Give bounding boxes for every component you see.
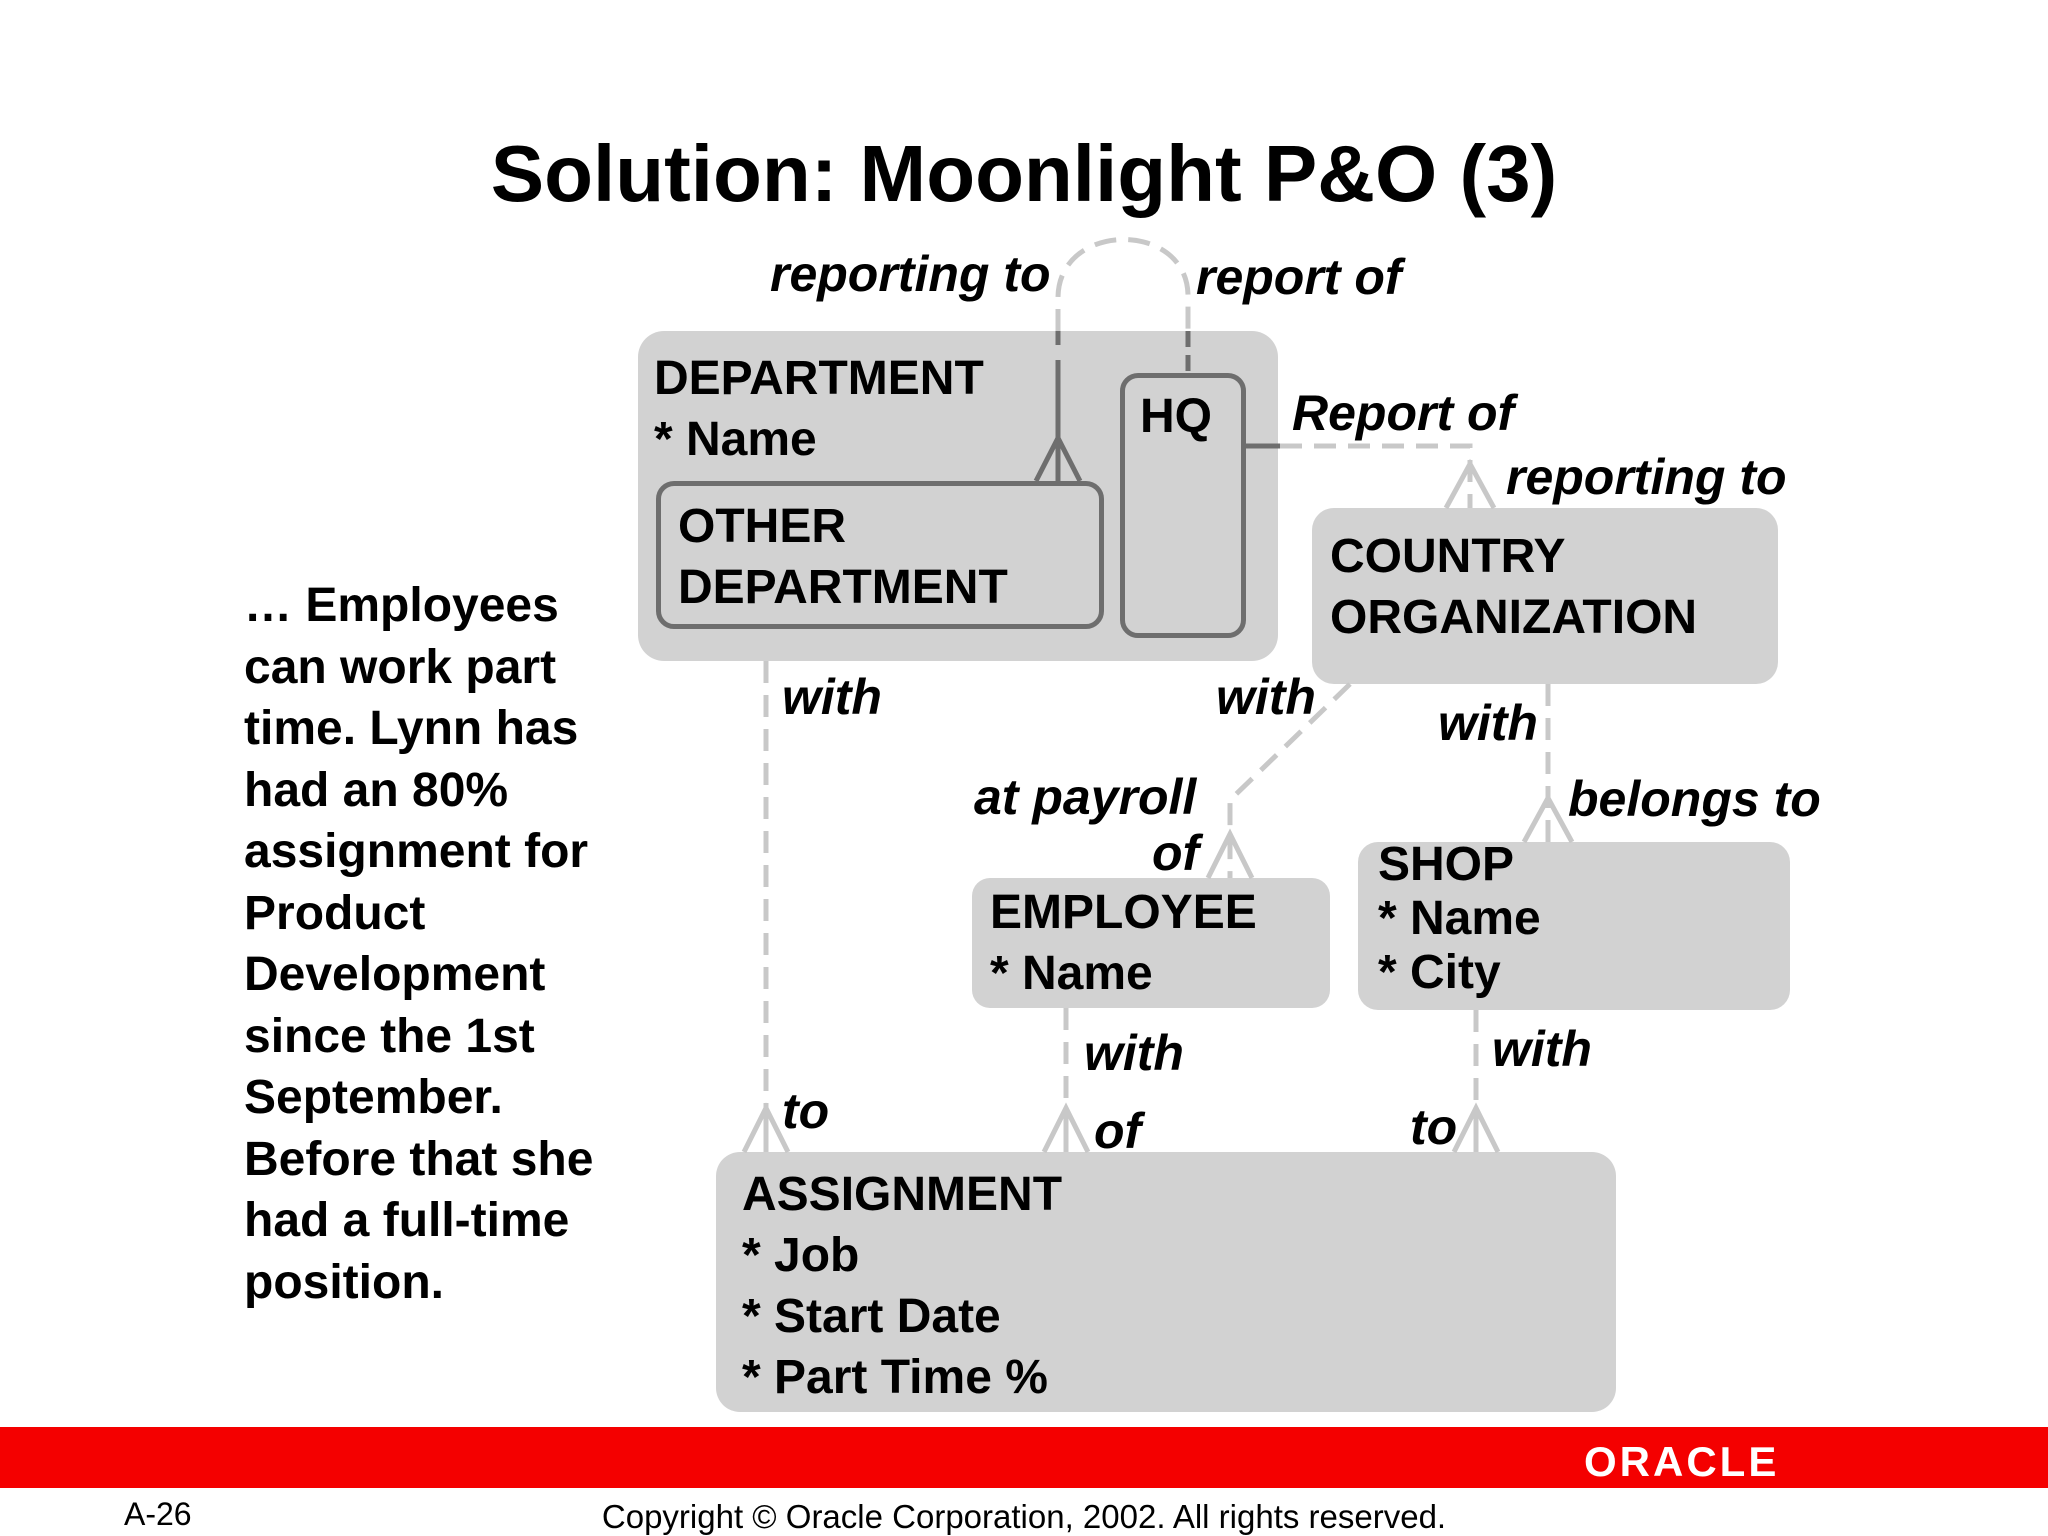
country-organization-line-1: COUNTRY bbox=[1330, 530, 1566, 583]
assignment-attr-part-time: * Part Time % bbox=[742, 1351, 1048, 1404]
dept-recursive-crowfoot bbox=[1036, 438, 1080, 481]
country-organization-line-2: ORGANIZATION bbox=[1330, 591, 1698, 644]
side-text-line: had a full-time bbox=[244, 1194, 570, 1247]
label-employee-at-payroll: at payroll bbox=[974, 769, 1197, 825]
other-department-line-2: DEPARTMENT bbox=[678, 561, 1008, 614]
side-text-line: time. Lynn has bbox=[244, 702, 579, 755]
hq-name: HQ bbox=[1140, 390, 1212, 443]
side-text-line: since the 1st bbox=[244, 1009, 535, 1063]
shop-attr-city: * City bbox=[1378, 946, 1501, 999]
side-text-line: Product bbox=[244, 886, 426, 940]
assignment-attr-start-date: * Start Date bbox=[742, 1290, 1001, 1343]
oracle-logo: ORACLE bbox=[1584, 1438, 1780, 1485]
label-country-reporting-to: reporting to bbox=[1506, 449, 1787, 505]
side-text-line: September. bbox=[244, 1071, 503, 1124]
department-name: DEPARTMENT bbox=[654, 352, 984, 405]
label-hq-report-of: Report of bbox=[1292, 385, 1515, 441]
employee-attr-name: * Name bbox=[990, 947, 1153, 1000]
side-text-line: can work part bbox=[244, 640, 557, 694]
label-employee-with: with bbox=[1084, 1025, 1184, 1081]
shop-name: SHOP bbox=[1378, 838, 1515, 891]
label-dept-with: with bbox=[782, 669, 882, 725]
label-shop-belongs-to: belongs to bbox=[1568, 771, 1821, 827]
label-assignment-to-dept: to bbox=[782, 1083, 830, 1139]
label-dept-reporting-to: reporting to bbox=[770, 246, 1051, 302]
employee-name: EMPLOYEE bbox=[990, 886, 1257, 939]
department-attr-name: * Name bbox=[654, 413, 817, 466]
side-text-line: Before that she bbox=[244, 1132, 594, 1186]
side-text-line: assignment for bbox=[244, 825, 589, 878]
slide-title: Solution: Moonlight P&O (3) bbox=[490, 129, 1558, 218]
label-country-with-employee: with bbox=[1216, 669, 1316, 725]
label-assignment-to-shop: to bbox=[1410, 1099, 1458, 1155]
copyright-text: Copyright © Oracle Corporation, 2002. All rights reserved. bbox=[601, 1498, 1447, 1535]
dept-recursive-dashed-arc bbox=[1058, 240, 1188, 332]
label-assignment-of-employee: of bbox=[1094, 1103, 1142, 1159]
side-text-line: Development bbox=[244, 948, 546, 1001]
employee-assignment-crowfoot bbox=[1044, 1108, 1088, 1152]
side-text-line: had an 80% bbox=[244, 763, 509, 817]
side-text-line: position. bbox=[244, 1255, 444, 1309]
shop-assignment-crowfoot bbox=[1454, 1108, 1498, 1152]
side-text-line: … Employees bbox=[244, 579, 559, 632]
label-employee-at-payroll-of: of bbox=[1152, 825, 1200, 881]
label-shop-with: with bbox=[1492, 1021, 1592, 1077]
shop-attr-name: * Name bbox=[1378, 892, 1541, 945]
hq-country-dashed bbox=[1280, 446, 1470, 508]
label-dept-report-of: report of bbox=[1196, 249, 1402, 305]
assignment-name: ASSIGNMENT bbox=[742, 1168, 1063, 1221]
label-country-with-shop: with bbox=[1438, 695, 1538, 751]
page-number: A-26 bbox=[124, 1496, 192, 1532]
assignment-attr-job: * Job bbox=[742, 1229, 860, 1282]
other-department-line-1: OTHER bbox=[678, 500, 846, 553]
